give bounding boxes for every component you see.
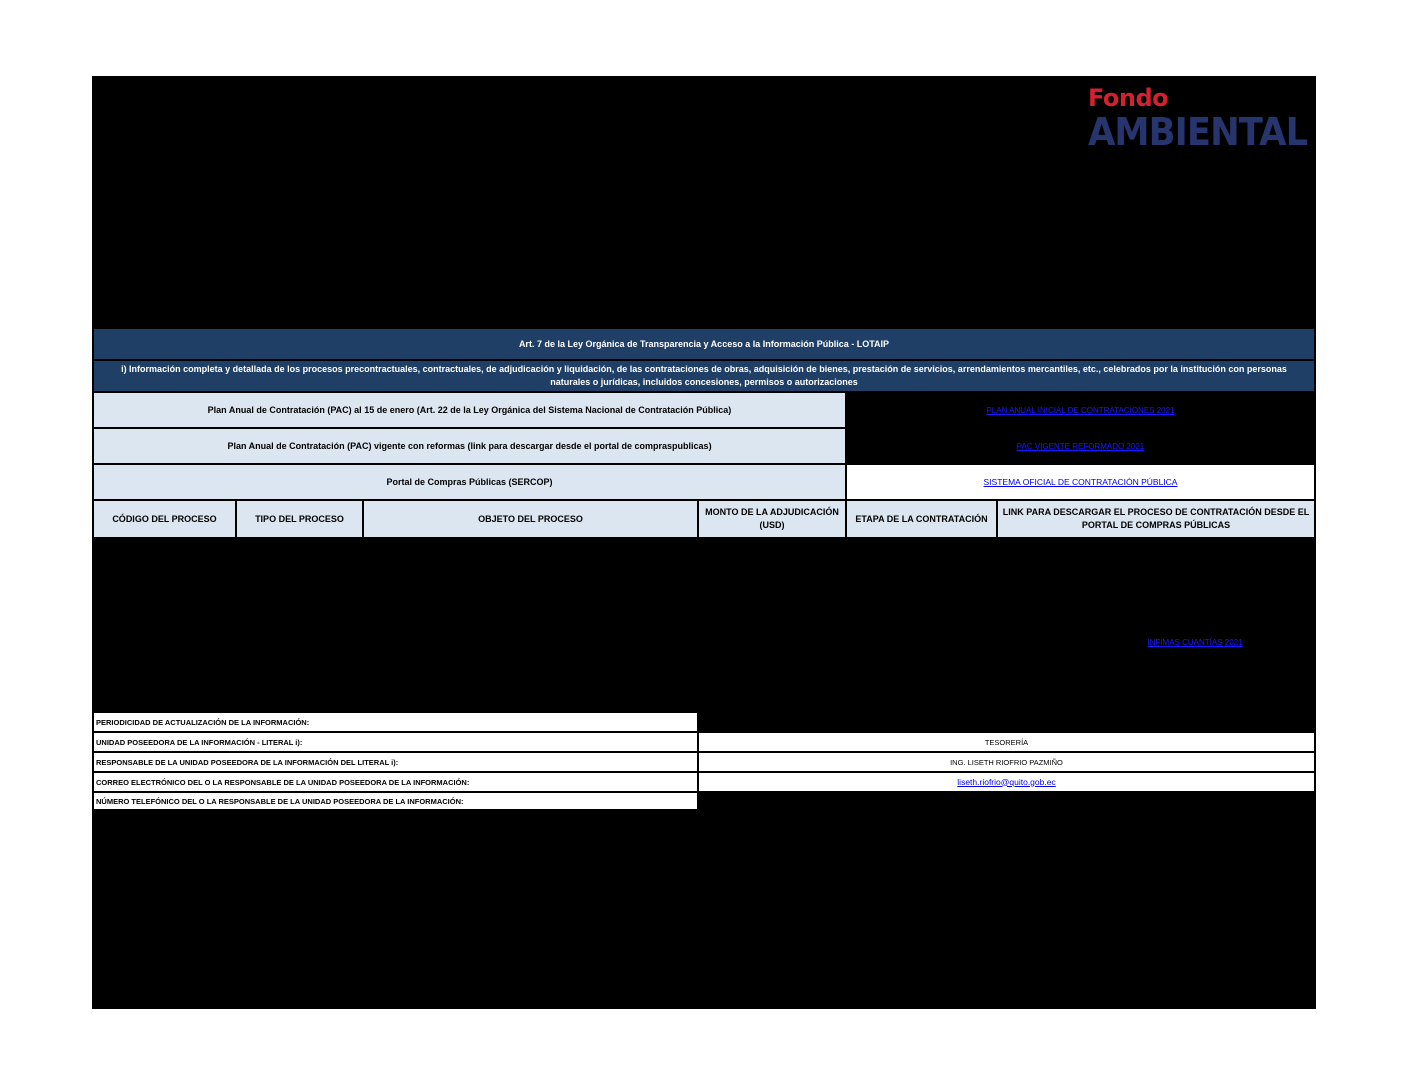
literal-description: i) Información completa y detallada de los procesos precontractuales, contractuales, de adjudicación y liquidación, de las contrataciones de obras, adquisición de bienes, prestación de servicios, arrendamientos mercantiles, etc., celebrados por la institución con personas naturales o jurídicas, incluidos concesiones, permisos o autorizaciones (93, 360, 1315, 392)
footer-label-periodicidad: PERIODICIDAD DE ACTUALIZACIÓN DE LA INFORMACIÓN: (93, 712, 698, 732)
footer-label-responsable: RESPONSABLE DE LA UNIDAD POSEEDORA DE LA INFORMACIÓN DEL LITERAL i): (93, 752, 698, 772)
pac-vigente-label: Plan Anual de Contratación (PAC) vigente con reformas (link para descargar desde el portal de compraspublicas) (93, 428, 846, 464)
footer-label-telefono: NÚMERO TELEFÓNICO DEL O LA RESPONSABLE DE LA UNIDAD POSEEDORA DE LA INFORMACIÓN: (93, 792, 698, 810)
column-header-codigo: CÓDIGO DEL PROCESO (93, 500, 236, 538)
sercop-link-cell (846, 464, 1315, 500)
infimas-link-cell (1122, 634, 1268, 650)
column-header-etapa: ETAPA DE LA CONTRATACIÓN (846, 500, 997, 538)
pac-initial-label: Plan Anual de Contratación (PAC) al 15 de enero (Art. 22 de la Ley Orgánica del Sistema Nacional de Contratación Pública) (93, 392, 846, 428)
column-header-monto: MONTO DE LA ADJUDICACIÓN (USD) (698, 500, 846, 538)
email-link[interactable]: liseth.riofrio@quito.gob.ec (957, 776, 1056, 787)
sercop-link[interactable]: SISTEMA OFICIAL DE CONTRATACIÓN PÚBLICA (983, 476, 1178, 487)
pac-initial-link-cell (846, 392, 1315, 428)
pac-vigente-link-cell (846, 428, 1315, 464)
footer-label-unidad: UNIDAD POSEEDORA DE LA INFORMACIÓN - LITERAL i): (93, 732, 698, 752)
footer-value-correo-cell (698, 772, 1315, 792)
footer-label-correo: CORREO ELECTRÓNICO DEL O LA RESPONSABLE DE LA UNIDAD POSEEDORA DE LA INFORMACIÓN: (93, 772, 698, 792)
footer-value-unidad: TESORERÍA (698, 732, 1315, 752)
document-sheet (92, 76, 1316, 1009)
column-header-objeto: OBJETO DEL PROCESO (363, 500, 698, 538)
column-header-link: LINK PARA DESCARGAR EL PROCESO DE CONTRATACIÓN DESDE EL PORTAL DE COMPRAS PÚBLICAS (997, 500, 1315, 538)
column-header-tipo: TIPO DEL PROCESO (236, 500, 363, 538)
fondo-ambiental-logo (1088, 84, 1308, 154)
infimas-cuantias-link[interactable]: ÍNFIMAS CUANTÍAS 2021 (1147, 637, 1243, 647)
sercop-label: Portal de Compras Públicas (SERCOP) (93, 464, 846, 500)
logo-fondo-text: Fondo (1088, 84, 1169, 112)
logo-ambiental-text: AMBIENTAL (1088, 110, 1308, 154)
footer-value-responsable: ING. LISETH RIOFRIO PAZMIÑO (698, 752, 1315, 772)
pac-initial-link[interactable]: PLAN ANUAL INICIAL DE CONTRATACIONES 2021 (986, 405, 1175, 415)
pac-vigente-link[interactable]: PAC VIGENTE REFORMADO 2021 (1016, 441, 1145, 451)
lotaip-title: Art. 7 de la Ley Orgánica de Transparencia y Acceso a la Información Pública - LOTAIP (93, 328, 1315, 360)
